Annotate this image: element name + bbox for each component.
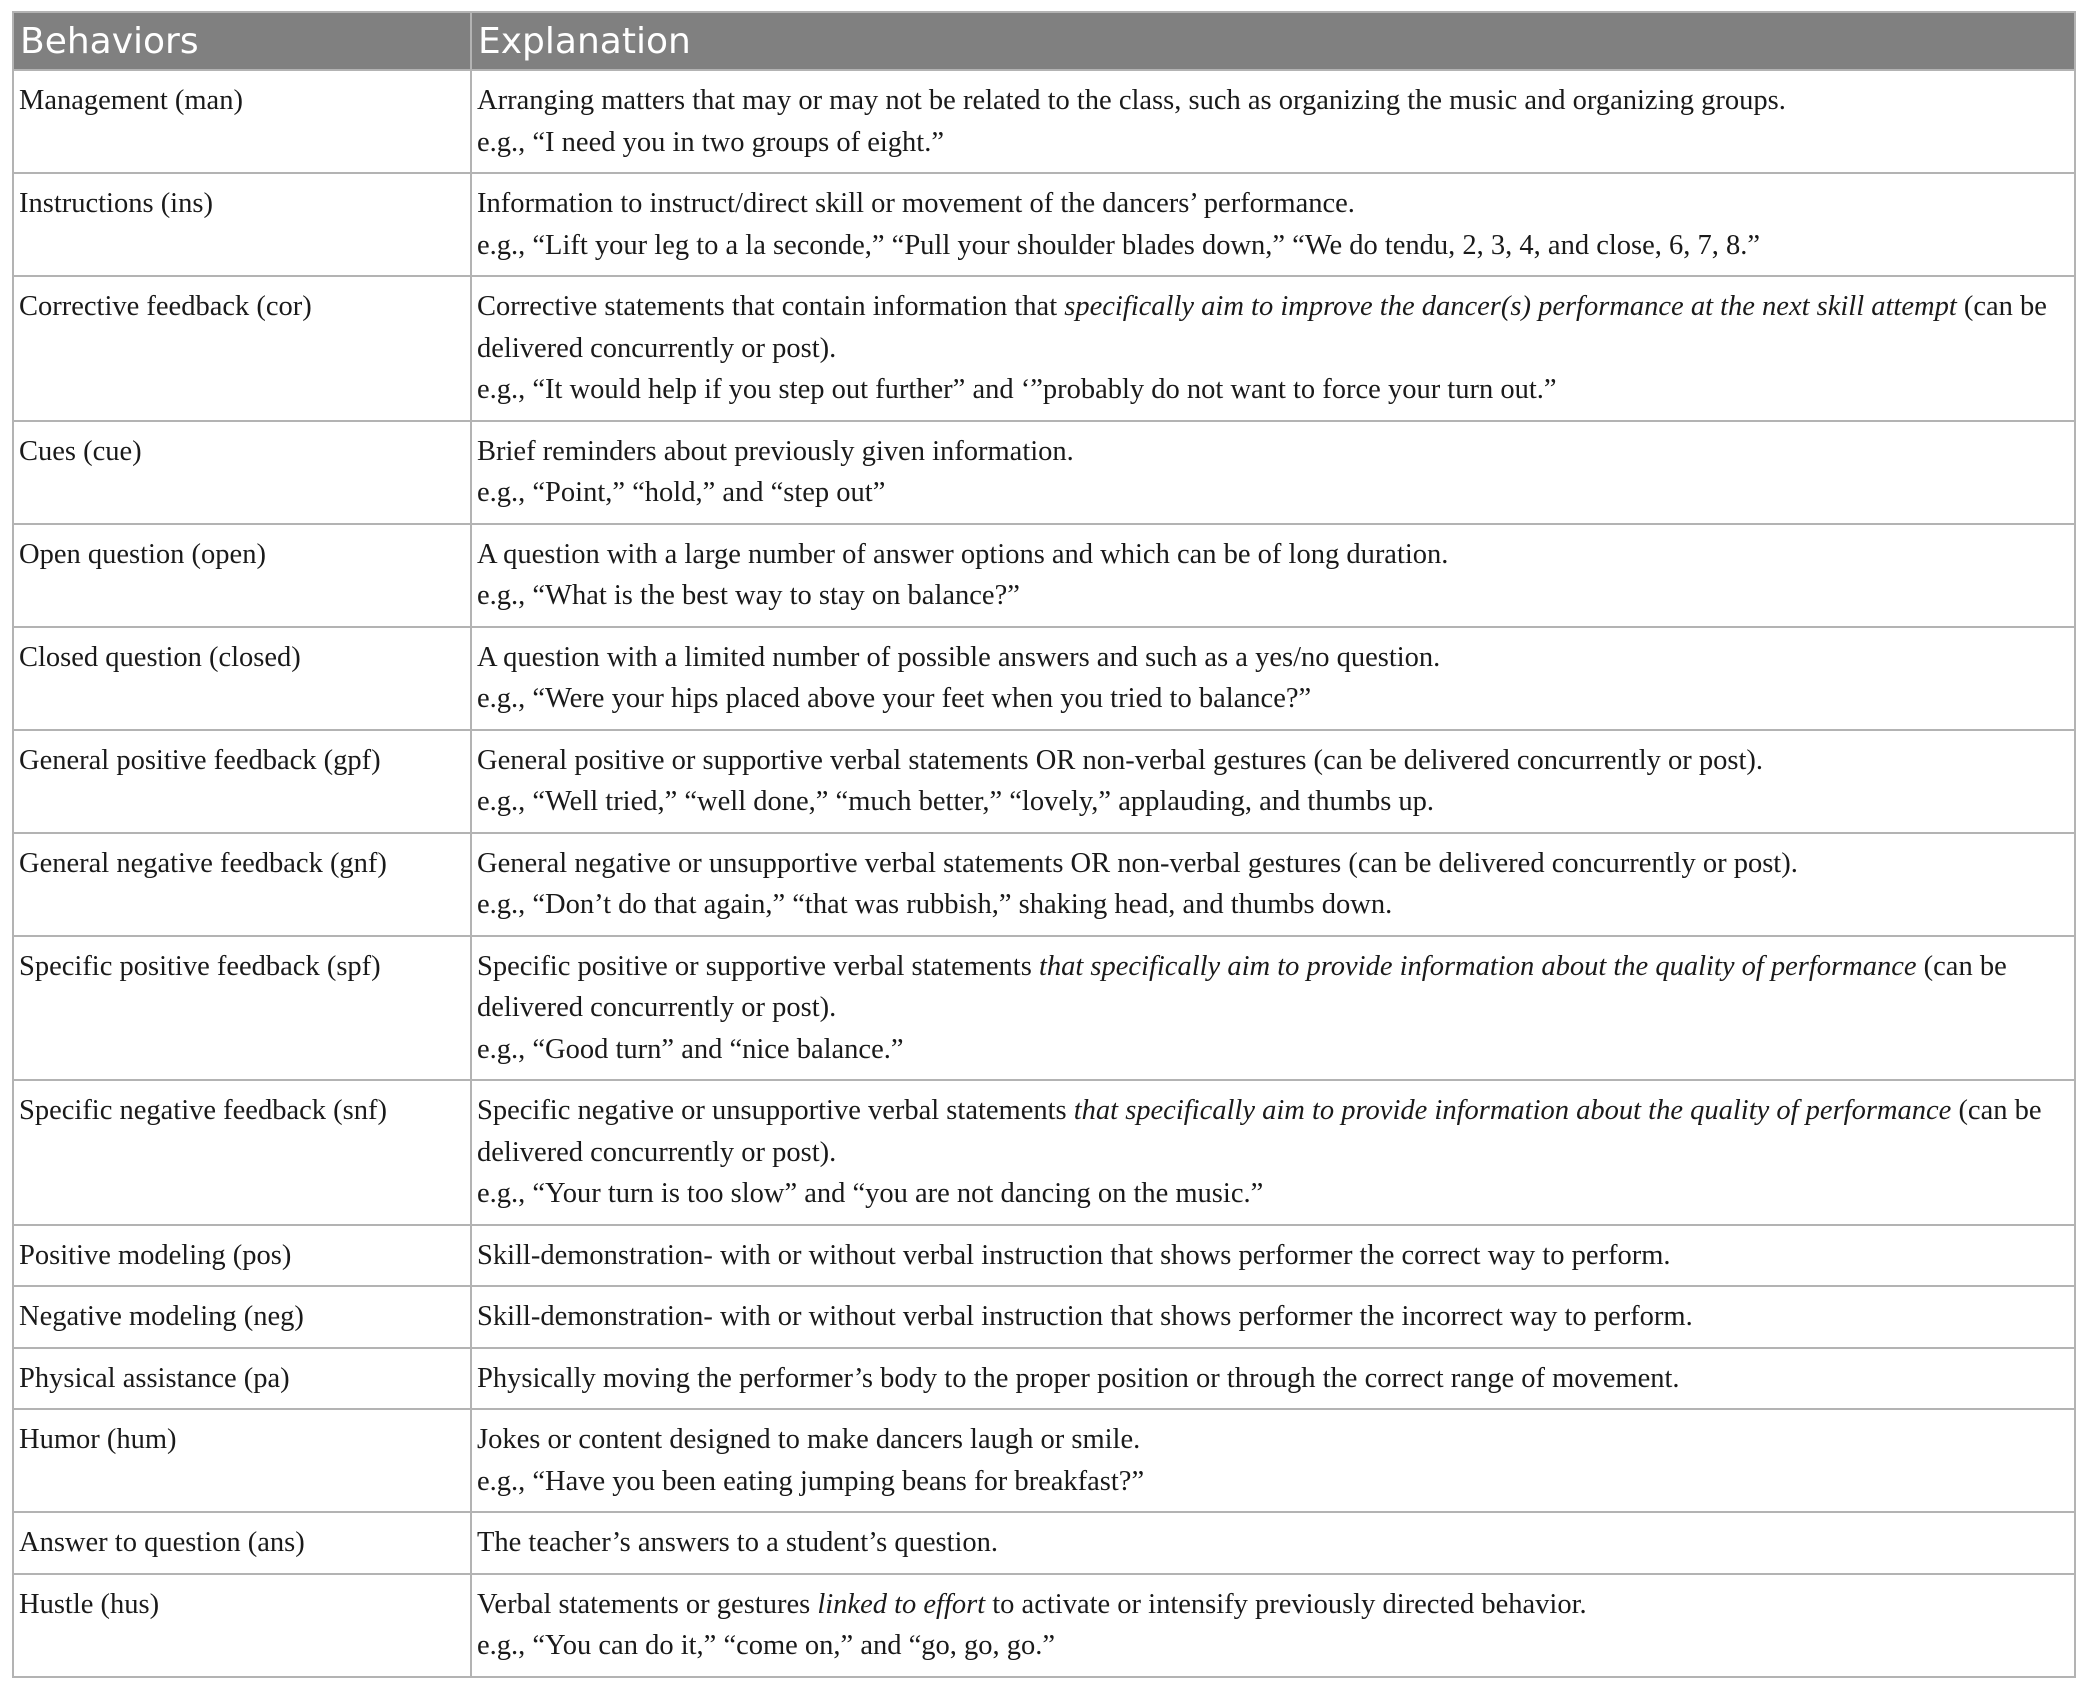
table-row <box>13 524 2075 627</box>
example-text <box>477 1029 2068 1071</box>
table-row <box>13 1574 2075 1677</box>
header-behaviors: Behaviors <box>13 12 471 70</box>
example-text <box>477 575 2068 617</box>
behavior-cell: General positive feedback (gpf) <box>13 730 471 833</box>
explanation-cell <box>471 730 2075 833</box>
explanation-text <box>477 183 2068 225</box>
table-body <box>13 70 2075 1677</box>
behavior-cell: General negative feedback (gnf) <box>13 833 471 936</box>
example-text <box>477 1461 2068 1503</box>
explanation-cell <box>471 524 2075 627</box>
explanation-text <box>477 1235 2068 1277</box>
table-row <box>13 627 2075 730</box>
table-row <box>13 730 2075 833</box>
behavior-cell: Specific negative feedback (snf) <box>13 1080 471 1225</box>
explanation-cell <box>471 1348 2075 1410</box>
explanation-text <box>477 1296 2068 1338</box>
behaviors-table-container <box>12 11 2074 1678</box>
table-row <box>13 1286 2075 1348</box>
text-segment: e.g., “You can do it,” “come on,” and “go, go, go.” <box>477 1630 1056 1661</box>
text-segment: e.g., “It would help if you step out further” and ‘”probably do not want to force your turn out.” <box>477 374 1557 405</box>
explanation-text <box>477 1522 2068 1564</box>
text-segment: (can be delivered concurrently or post). <box>477 950 2007 1023</box>
table-row <box>13 1225 2075 1287</box>
table-row <box>13 1409 2075 1512</box>
text-segment: Skill-demonstration- with or without verbal instruction that shows performer the correct way to perform. <box>477 1239 1671 1271</box>
example-text <box>477 1173 2068 1215</box>
behavior-cell: Positive modeling (pos) <box>13 1225 471 1287</box>
example-text <box>477 781 2068 823</box>
text-segment: e.g., “Have you been eating jumping beans for breakfast?” <box>477 1465 1145 1497</box>
behavior-cell: Open question (open) <box>13 524 471 627</box>
text-segment: Corrective statements that contain information that <box>477 291 1065 322</box>
behavior-cell: Hustle (hus) <box>13 1574 471 1677</box>
emphasis-text: linked to effort <box>817 1588 986 1620</box>
emphasis-text: specifically aim to improve the dancer(s) performance at the next skill attempt <box>1064 291 1957 322</box>
explanation-text <box>477 1584 2068 1626</box>
behavior-cell: Instructions (ins) <box>13 173 471 276</box>
text-segment: Jokes or content designed to make dancers laugh or smile. <box>477 1424 1141 1455</box>
behavior-cell: Management (man) <box>13 70 471 173</box>
text-segment: to activate or intensify previously directed behavior. <box>985 1588 1587 1620</box>
explanation-cell <box>471 627 2075 730</box>
table-row <box>13 1512 2075 1574</box>
example-text <box>477 678 2068 720</box>
explanation-cell <box>471 936 2075 1081</box>
text-segment: General negative or unsupportive verbal statements OR non-verbal gestures (can be delivered concurrently or post). <box>477 847 1798 879</box>
text-segment: Brief reminders about previously given information. <box>477 435 1074 467</box>
example-text <box>477 1625 2068 1667</box>
explanation-cell <box>471 1080 2075 1225</box>
text-segment: Specific negative or unsupportive verbal statements <box>477 1095 1074 1126</box>
text-segment: Physically moving the performer’s body to the proper position or through the correct range of movement. <box>477 1362 1680 1394</box>
text-segment: A question with a limited number of possible answers and such as a yes/no question. <box>477 641 1441 673</box>
explanation-cell <box>471 173 2075 276</box>
explanation-text <box>477 946 2068 1029</box>
text-segment: Arranging matters that may or may not be related to the class, such as organizing the music and organizing groups. <box>477 85 1786 116</box>
explanation-text <box>477 1090 2068 1173</box>
behavior-cell: Specific positive feedback (spf) <box>13 936 471 1081</box>
behavior-cell: Closed question (closed) <box>13 627 471 730</box>
explanation-text <box>477 80 2068 122</box>
example-text <box>477 472 2068 514</box>
behavior-cell: Corrective feedback (cor) <box>13 276 471 421</box>
text-segment: Specific positive or supportive verbal statements <box>477 950 1039 982</box>
explanation-text <box>477 534 2068 576</box>
behavior-cell: Humor (hum) <box>13 1409 471 1512</box>
behavior-cell: Negative modeling (neg) <box>13 1286 471 1348</box>
text-segment: Skill-demonstration- with or without verbal instruction that shows performer the incorrect way to perform. <box>477 1301 1693 1332</box>
emphasis-text: that specifically aim to provide information about the quality of performance <box>1038 950 1917 982</box>
explanation-text <box>477 1358 2068 1400</box>
header-explanation: Explanation <box>471 12 2075 70</box>
text-segment: e.g., “Good turn” and “nice balance.” <box>477 1033 904 1065</box>
behaviors-table <box>12 11 2076 1678</box>
text-segment: (can be delivered concurrently or post). <box>477 291 2047 364</box>
text-segment: A question with a large number of answer options and which can be of long duration. <box>477 538 1449 570</box>
explanation-text <box>477 740 2068 782</box>
example-text <box>477 369 2068 411</box>
explanation-cell <box>471 1225 2075 1287</box>
table-row <box>13 70 2075 173</box>
table-row <box>13 421 2075 524</box>
table-row <box>13 1348 2075 1410</box>
example-text <box>477 225 2068 267</box>
behavior-cell: Cues (cue) <box>13 421 471 524</box>
explanation-cell <box>471 1409 2075 1512</box>
text-segment: e.g., “I need you in two groups of eight.” <box>477 126 944 158</box>
text-segment: e.g., “Point,” “hold,” and “step out” <box>477 477 886 508</box>
explanation-cell <box>471 276 2075 421</box>
explanation-text <box>477 843 2068 885</box>
explanation-text <box>477 286 2068 369</box>
text-segment: e.g., “Well tried,” “well done,” “much better,” “lovely,” applauding, and thumbs up. <box>477 786 1435 817</box>
text-segment: e.g., “Were your hips placed above your feet when you tried to balance?” <box>477 683 1312 714</box>
explanation-cell <box>471 1512 2075 1574</box>
explanation-cell <box>471 70 2075 173</box>
text-segment: (can be delivered concurrently or post). <box>477 1095 2042 1168</box>
table-header-row <box>13 12 2075 70</box>
text-segment: The teacher’s answers to a student’s question. <box>477 1527 999 1558</box>
explanation-cell <box>471 1286 2075 1348</box>
explanation-text <box>477 1419 2068 1461</box>
explanation-cell <box>471 833 2075 936</box>
text-segment: General positive or supportive verbal statements OR non-verbal gestures (can be delivered concurrently or post). <box>477 744 1764 776</box>
behavior-cell: Physical assistance (pa) <box>13 1348 471 1410</box>
table-row <box>13 833 2075 936</box>
behavior-cell: Answer to question (ans) <box>13 1512 471 1574</box>
emphasis-text: that specifically aim to provide information about the quality of performance <box>1073 1095 1952 1126</box>
table-row <box>13 173 2075 276</box>
text-segment: e.g., “Lift your leg to a la seconde,” “Pull your shoulder blades down,” “We do tendu, 2, 3, 4, and close, 6, 7, 8.” <box>477 229 1761 261</box>
text-segment: Information to instruct/direct skill or movement of the dancers’ performance. <box>477 188 1355 219</box>
example-text <box>477 884 2068 926</box>
text-segment: e.g., “Don’t do that again,” “that was rubbish,” shaking head, and thumbs down. <box>477 889 1393 920</box>
explanation-text <box>477 637 2068 679</box>
example-text <box>477 122 2068 164</box>
explanation-text <box>477 431 2068 473</box>
table-row <box>13 1080 2075 1225</box>
table-row <box>13 936 2075 1081</box>
table-row <box>13 276 2075 421</box>
text-segment: e.g., “Your turn is too slow” and “you are not dancing on the music.” <box>477 1178 1264 1209</box>
text-segment: e.g., “What is the best way to stay on balance?” <box>477 580 1020 611</box>
explanation-cell <box>471 421 2075 524</box>
explanation-cell <box>471 1574 2075 1677</box>
text-segment: Verbal statements or gestures <box>477 1588 818 1620</box>
